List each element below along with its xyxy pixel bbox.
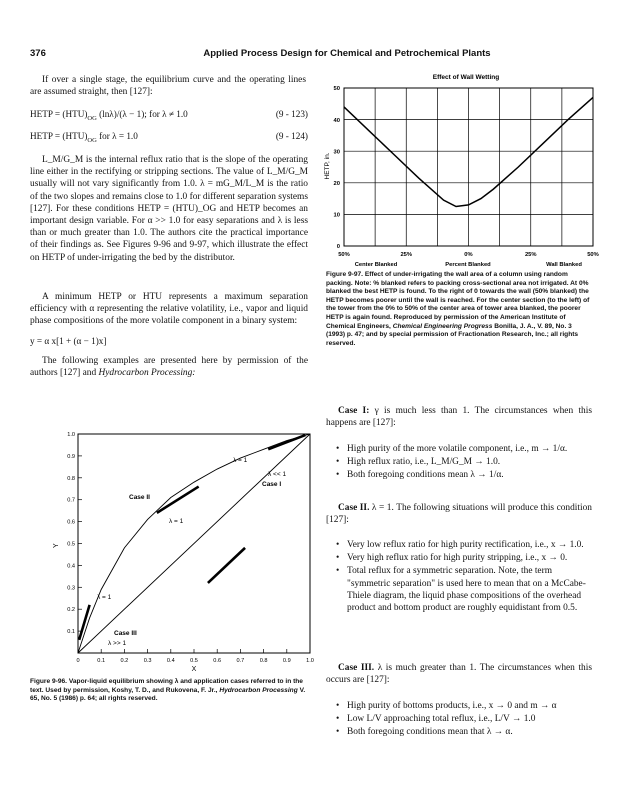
equation-equilibrium: y = α x[1 + (α − 1)x] (30, 336, 107, 346)
eq1-lhs: HETP = (HTU) (30, 109, 88, 119)
fig96-y-tick-label: 0.6 (67, 519, 75, 526)
fig96-caption-text: Vapor-liquid equilibrium showing λ and application cases referred to in the text. Used by permission, Koshy, T. D., and Rukovena, F. Jr., (30, 678, 303, 694)
paragraph-reflux: L_M/G_M is the internal reflux ratio that is the slope of the operating line either in the rectifying or stripping sections. The value of L_M/G_M usually will not vary significantly from 1.0. λ = mG_M/L_M is the ratio of the two slopes and remains close to 1.0 for different separation systems [127]. For these conditions HETP = (HTU)_OG and HETP becomes an important design variable. For α >> 1.0 for easy separations and λ is less than or much greater than 1.0. The authors cite the practical importance of their findings as. See Figures 9-96 and 9-97, which illustrate the effect on HETP of under-irrigating the bed by the distributor. (30, 155, 308, 263)
fig97-gridlines (334, 86, 599, 258)
fig97-x-tick-label: 0% (464, 252, 473, 258)
fig96-caption-label: Figure 9-96. (30, 678, 68, 685)
case-1-intro (326, 405, 592, 429)
fig97-title: Effect of Wall Wetting (432, 74, 500, 81)
case-2-bullet: • Total reflux for a symmetric separation. Note, the term "symmetric separation" is used here to mean that on a McCabe-Thiele diagram, the liquid phase compositions of the overhead product and bottom product are roughly equidistant from 0.5. (336, 565, 592, 614)
fig96-operating-segments (79, 435, 305, 640)
fig96-y-tick-label: 0.9 (67, 453, 75, 460)
fig97-y-tick-label: 40 (333, 117, 340, 124)
case-3-intro (326, 662, 592, 686)
fig96-y-tick-label: 0.7 (67, 497, 75, 504)
fig96-diagonal-line (78, 434, 310, 653)
fig96-caption-end: V. 65, No. 5 (1986) p. 64; all rights reserved. (30, 686, 306, 703)
case-2-bullet: • Very high reflux ratio for high purity stripping, i.e., x → 0. (336, 552, 592, 564)
figure-9-97-caption (326, 271, 592, 348)
fig97-x-tick-label: 25% (524, 252, 537, 258)
fig96-label-lambda-much-less: λ << 1 (268, 471, 287, 478)
examples-text: The following examples are presented here by permission of the authors [127] and (30, 356, 308, 379)
case-1-bullet: • High purity of the more volatile component, i.e., m → 1/α. (336, 443, 592, 455)
fig97-group-wall: Wall Blanked (546, 262, 582, 268)
fig97-x-tick-label: 50% (338, 252, 350, 258)
case-2-intro (326, 502, 592, 526)
fig96-label-lambda-1-mid: λ = 1 (169, 518, 184, 525)
eq1-sub: OG (87, 114, 97, 122)
eq2-number: (9 - 124) (275, 131, 308, 141)
fig96-y-tick-label: 1.0 (67, 432, 75, 438)
case-2-bullets (336, 539, 592, 615)
fig97-group-percent: Percent Blanked (445, 262, 491, 268)
eq2-rhs: for λ = 1.0 (96, 131, 138, 141)
paragraph-examples (30, 355, 308, 379)
fig96-x-tick-label: 0.5 (190, 658, 198, 664)
fig97-y-tick-label: 10 (333, 212, 340, 219)
fig96-x-tick-label: 0 (76, 658, 80, 664)
figure-9-96-caption (30, 678, 308, 704)
paragraph-intro: If over a single stage, the equilibrium curve and the operating lines are assumed straight, then [127]: (30, 75, 306, 98)
fig96-label-case-2: Case II (129, 494, 150, 501)
examples-source: Hydrocarbon Processing: (98, 368, 196, 379)
case-2-text: λ = 1. The following situations will produce this condition [127]: (326, 503, 592, 526)
fig97-group-center: Center Blanked (354, 262, 398, 268)
fig96-x-tick-label: 0.9 (282, 658, 291, 664)
case-2-label: Case II. (338, 503, 370, 513)
fig97-y-tick-label: 20 (333, 181, 340, 187)
case-3-bullet: • High purity of bottoms products, i.e., x → 0 and m → α (336, 700, 592, 712)
figure-9-96-chart (28, 425, 318, 675)
fig96-operating-segment (208, 548, 245, 583)
fig96-ticks (67, 432, 314, 664)
figure-9-97-chart (320, 70, 602, 268)
fig96-x-tick-label: 0.7 (236, 658, 245, 664)
fig96-x-tick-label: 1.0 (306, 658, 314, 664)
fig96-operating-segment (268, 435, 305, 449)
fig97-y-tick-label: 50 (333, 86, 340, 93)
case-1-bullet: • Both foregoing conditions mean λ → 1/α. (336, 469, 592, 481)
case-1-label: Case I: (338, 406, 370, 416)
fig97-y-tick-label: 0 (336, 244, 340, 251)
fig96-label-lambda-1-top: λ = 1 (233, 457, 248, 464)
case-3-bullet: • Both foregoing conditions mean that λ → α. (336, 726, 592, 738)
case-3-label: Case III. (338, 663, 375, 673)
fig96-x-tick-label: 0.4 (166, 658, 175, 664)
fig96-y-tick-label: 0.4 (67, 563, 75, 570)
fig97-caption-end: Bonilla, J. A., V. 89, No. 3 (1993) p. 47; and by special permission of Fractionation Research, Inc.; all rights reserved. (326, 322, 579, 347)
fig96-label-lambda-much-greater: λ >> 1 (108, 640, 127, 647)
fig96-y-tick-label: 0.5 (67, 541, 75, 548)
case-3-bullets (336, 700, 592, 740)
fig96-y-tick-label: 0.1 (67, 629, 75, 636)
eq2-lhs: HETP = (HTU) (30, 131, 88, 141)
fig97-y-axis-label: HETP, in. (324, 152, 331, 180)
fig96-x-tick-label: 0.6 (213, 658, 222, 664)
fig97-caption-text: Effect of under-irrigating the wall area of a column using random packing. Note: % blanked refers to packing cross-sectional area not irrigated. At 0% blanked the best HETP is found. To the right of 0 towards the wall (50% blanked) the HETP becomes poorer until the wall is reached. For the center section (to the left) of the tower from the 0% to 50% of the center area of tower area blanked, the poorer HETP is again found. Reproduced by permission of the American Institute of Chemical Engineers, (326, 271, 590, 330)
fig96-label-case-3: Case III (114, 630, 137, 637)
fig96-x-tick-label: 0.3 (143, 658, 152, 664)
fig96-x-tick-label: 0.1 (97, 658, 106, 664)
eq1-rhs: (lnλ)/(λ − 1); for λ ≠ 1.0 (96, 109, 188, 119)
fig96-x-axis-label: X (191, 666, 197, 673)
fig96-label-case-1: Case I (262, 481, 282, 488)
case-3-bullet: • Low L/V approaching total reflux, i.e., L/V → 1.0 (336, 713, 592, 725)
fig96-y-axis-label: Y (53, 543, 60, 548)
fig97-x-tick-label: 25% (400, 252, 413, 258)
eq1-number: (9 - 123) (275, 109, 308, 119)
fig97-caption-label: Figure 9-97. (326, 271, 364, 278)
paragraph-minimum-hetp: A minimum HETP or HTU represents a maximum separation efficiency with α representing the relative volatility, i.e., vapor and liquid phase compositions of the more volatile component in a binary system: (30, 292, 308, 327)
case-1-bullets (336, 443, 592, 483)
fig96-caption-journal: Hydrocarbon Processing (219, 686, 298, 694)
case-1-text: γ is much less than 1. The circumstances when this happens are [127]: (326, 406, 592, 429)
fig96-y-tick-label: 0.2 (67, 607, 75, 614)
fig96-x-tick-label: 0.8 (259, 658, 268, 664)
running-title: Applied Process Design for Chemical and Petrochemical Plants (203, 48, 491, 59)
eq2-sub: OG (87, 136, 97, 144)
equation-9-124 (30, 130, 308, 147)
case-3-text: λ is much greater than 1. The circumstances when this occurs are [127]: (326, 663, 592, 686)
fig96-x-tick-label: 0.2 (120, 658, 129, 664)
fig97-x-tick-label: 50% (587, 252, 599, 258)
fig96-y-tick-label: 0.8 (67, 475, 75, 482)
fig96-y-tick-label: 0.3 (67, 585, 75, 592)
fig97-y-tick-label: 30 (333, 149, 340, 156)
fig97-caption-journal: Chemical Engineering Progress (392, 322, 493, 330)
page-number: 376 (30, 48, 46, 59)
equation-9-123 (30, 108, 308, 125)
case-2-bullet: • Very low reflux ratio for high purity rectification, i.e., x → 1.0. (336, 539, 592, 551)
fig96-label-lambda-1-low: λ = 1 (97, 594, 112, 601)
fig96-operating-segment (157, 487, 199, 513)
case-1-bullet: • High reflux ratio, i.e., L_M/G_M → 1.0. (336, 456, 592, 468)
